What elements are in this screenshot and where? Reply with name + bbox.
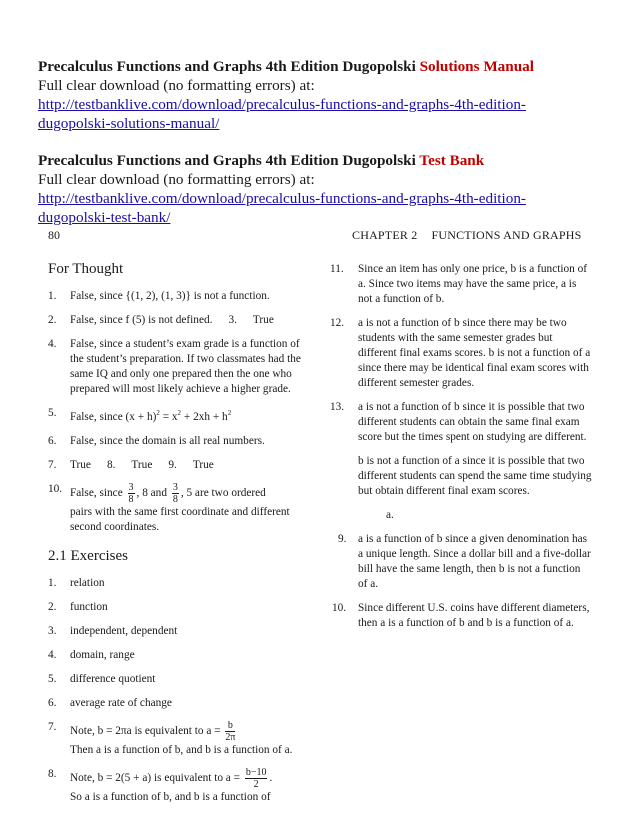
list-item xyxy=(48,289,310,304)
item-number: 5. xyxy=(48,672,57,685)
item-text: Since an item has only one price, b is a function of a. Since two items may have the same price, a is not a function of b. xyxy=(358,263,588,305)
item-number: 9. xyxy=(168,458,177,471)
item-text: True xyxy=(192,458,214,471)
item-number: 7. xyxy=(48,720,57,733)
item-text: difference quotient xyxy=(70,672,156,685)
fraction-denominator: 2 xyxy=(253,778,259,790)
list-item xyxy=(48,482,310,535)
solutions-manual-link[interactable] xyxy=(38,95,603,133)
list-item xyxy=(330,316,592,391)
item-text: False, since (x + h) xyxy=(70,410,157,423)
fraction-numerator: 3 xyxy=(128,481,134,493)
fraction-denominator: 2π xyxy=(225,731,236,743)
item-text: False, since {(1, 2), (1, 3)} is not a function. xyxy=(70,290,270,302)
list-item xyxy=(48,434,310,449)
fraction xyxy=(128,482,135,505)
item-continuation: Then a is a function of b, and b is a function of a. xyxy=(70,743,293,756)
list-item xyxy=(48,720,310,758)
title-text: Precalculus Functions and Graphs 4th Edition Dugopolski xyxy=(38,152,416,169)
item-number: 3. xyxy=(228,314,237,326)
item-text: Note, b = 2(5 + a) is equivalent to a = xyxy=(70,771,241,784)
list-item xyxy=(48,458,310,473)
item-text: a is a function of b since a given denomination has a unique length. Since a dollar bill and a five-dollar bill have the same length, then b is not a function of a. xyxy=(358,533,591,590)
item-number: 11. xyxy=(330,263,344,275)
item-text: False, since f (5) is not defined. xyxy=(70,314,213,326)
fraction-numerator: 3 xyxy=(172,481,178,493)
item-number: 5. xyxy=(48,407,57,419)
item-text: True xyxy=(131,458,153,471)
paragraph: b is not a function of a since it is possible that two different students can spend the same time studying but obtain different final exam scores. xyxy=(358,455,592,497)
header-title xyxy=(38,151,603,170)
item-number: 13. xyxy=(330,401,345,413)
list-item xyxy=(48,313,310,328)
list-item xyxy=(330,532,592,592)
download-note: Full clear download (no formatting errors) at: xyxy=(38,77,315,94)
chapter-title: FUNCTIONS AND GRAPHS xyxy=(431,228,582,242)
item-number: 6. xyxy=(48,696,57,709)
item-text: False, since the domain is all real numbers. xyxy=(70,434,265,447)
item-number: 9. xyxy=(338,533,347,545)
item-text: Note, b = 2πa is equivalent to a = xyxy=(70,724,221,737)
item-text: False, since xyxy=(70,486,123,499)
item-number: 10. xyxy=(332,602,347,614)
link-line-2[interactable]: dugopolski-solutions-manual/ xyxy=(38,115,220,132)
item-number: 2. xyxy=(48,314,57,326)
item-number: 8. xyxy=(48,767,57,780)
exponent: 2 xyxy=(156,409,160,417)
item-number: 6. xyxy=(48,434,57,447)
header-block-solutions xyxy=(38,57,603,133)
item-number: 4. xyxy=(48,648,57,661)
item-text: , 5 are two ordered xyxy=(180,486,266,499)
item-text: independent, dependent xyxy=(70,624,178,637)
list-item xyxy=(48,624,310,639)
right-column xyxy=(330,262,592,640)
test-bank-link[interactable] xyxy=(38,189,603,227)
fraction xyxy=(245,767,268,790)
stray-label: a. xyxy=(386,509,394,521)
link-line-1[interactable]: http://testbanklive.com/download/precalculus-functions-and-graphs-4th-edition- xyxy=(38,96,526,113)
title-highlight: Solutions Manual xyxy=(419,58,534,75)
title-text: Precalculus Functions and Graphs 4th Edition Dugopolski xyxy=(38,58,416,75)
item-text: = x xyxy=(159,410,178,423)
item-number: 4. xyxy=(48,338,57,350)
list-item xyxy=(48,672,310,687)
list-item xyxy=(48,576,310,591)
item-number: 1. xyxy=(48,290,57,302)
fraction-denominator: 8 xyxy=(172,493,178,505)
fraction-numerator: b xyxy=(225,720,235,732)
item-text: True xyxy=(252,314,274,326)
for-thought-heading: For Thought xyxy=(48,261,124,277)
item-number: 8. xyxy=(106,458,116,471)
fraction-denominator: 8 xyxy=(128,493,134,505)
item-text: a is not a function of b since there may be two students with the same semester grades but different final exams scores. b is not a function of a since there may be identical final exam scores with different semester grades. xyxy=(358,317,591,389)
item-number: 10. xyxy=(48,482,63,495)
item-number: 2. xyxy=(48,600,57,613)
list-item xyxy=(48,337,310,397)
item-text: . xyxy=(269,771,273,784)
item-text: False, since a student’s exam grade is a function of the student’s preparation. If two classmates had the same IQ and only one prepared then the one who prepared will most likely achieve a higher grade. xyxy=(70,338,301,395)
item-number: 7. xyxy=(48,458,57,471)
item-number: 1. xyxy=(48,576,57,589)
chapter-number: CHAPTER 2 xyxy=(352,228,418,242)
title-highlight: Test Bank xyxy=(419,152,485,169)
exponent: 2 xyxy=(227,409,232,417)
link-line-1[interactable]: http://testbanklive.com/download/precalculus-functions-and-graphs-4th-edition- xyxy=(38,190,526,207)
item-text: function xyxy=(70,600,108,613)
item-continuation: So a is a function of b, and b is a function of xyxy=(70,790,271,803)
exercises-heading: 2.1 Exercises xyxy=(48,547,128,564)
item-text: relation xyxy=(70,576,105,589)
item-text: True xyxy=(70,458,91,471)
item-continuation: pairs with the same first coordinate and different second coordinates. xyxy=(70,505,290,533)
item-text: a is not a function of b since it is possible that two different students can obtain the same final exam score but the times spent on studying are different. xyxy=(358,401,587,443)
fraction-numerator: b−10 xyxy=(245,766,267,778)
item-text: + 2xh + h xyxy=(181,410,228,423)
list-item xyxy=(330,601,592,631)
item-text: , 8 and xyxy=(136,486,167,499)
item-text: domain, range xyxy=(70,648,135,661)
chapter-heading xyxy=(352,228,582,243)
item-text: Since different U.S. coins have different diameters, then a is a function of b and b is a function of a. xyxy=(358,602,590,629)
fraction xyxy=(225,720,235,743)
download-note: Full clear download (no formatting errors) at: xyxy=(38,171,315,188)
list-item xyxy=(48,406,310,425)
page-number: 80 xyxy=(48,228,60,242)
item-text: average rate of change xyxy=(70,696,172,709)
list-item xyxy=(48,648,310,663)
list-item xyxy=(330,262,592,307)
list-item xyxy=(48,696,310,711)
link-line-2[interactable]: dugopolski-test-bank/ xyxy=(38,209,171,226)
exponent: 2 xyxy=(177,409,182,417)
list-item xyxy=(48,767,310,805)
item-number: 3. xyxy=(48,624,57,637)
list-item xyxy=(48,600,310,615)
list-item xyxy=(330,400,592,445)
item-number: 12. xyxy=(330,317,345,329)
left-column xyxy=(48,262,310,814)
fraction xyxy=(172,482,179,505)
header-title xyxy=(38,57,603,76)
header-block-testbank xyxy=(38,151,603,227)
